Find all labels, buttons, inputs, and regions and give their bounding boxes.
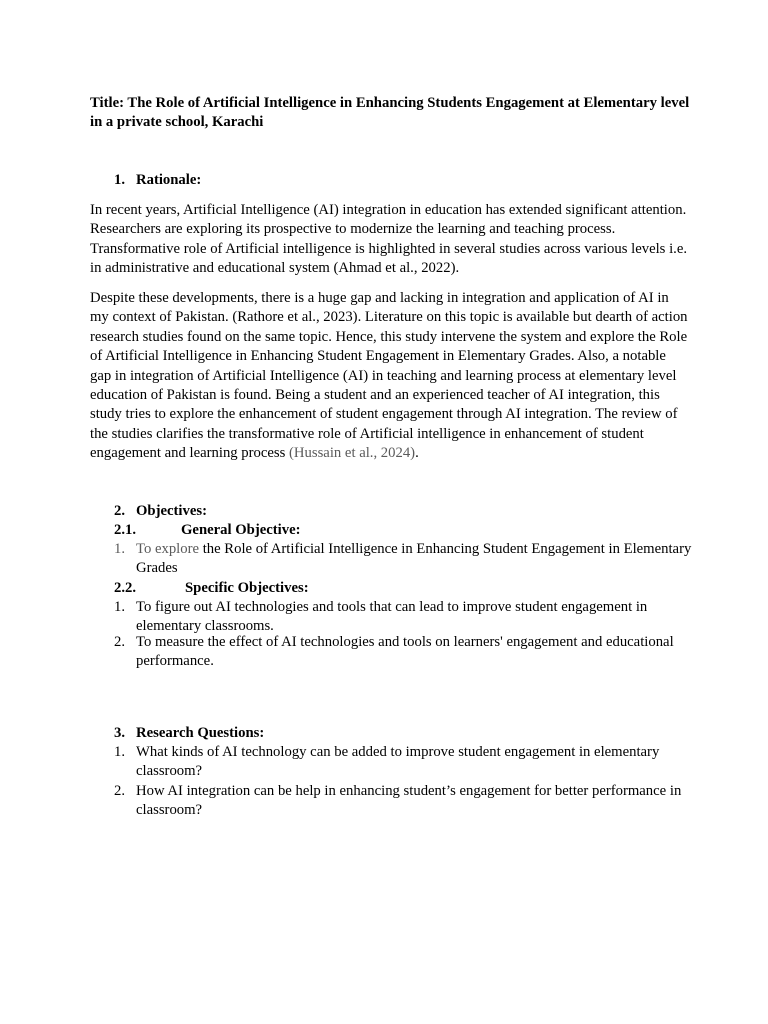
- subsection-number: 2.2.: [114, 580, 137, 596]
- item-number: 2.: [114, 634, 126, 650]
- item-number: 1.: [114, 599, 126, 615]
- section-number: 1.: [114, 172, 126, 188]
- research-questions-heading: [114, 724, 264, 743]
- section-number: 3.: [114, 725, 126, 741]
- subsection-number: 2.1.: [114, 522, 137, 538]
- item-number: 1.: [114, 744, 126, 760]
- rationale-paragraph-2: [90, 289, 690, 464]
- section-title: Objectives:: [136, 503, 207, 519]
- document-title: Title: The Role of Artificial Intelligence in Enhancing Students Engagement at Elementary level in a private school, Karachi: [90, 95, 690, 131]
- section-title: Rationale:: [136, 172, 202, 188]
- specific-objective-item: [114, 633, 694, 672]
- item-number: 1.: [114, 541, 126, 557]
- specific-objective-item: [114, 598, 694, 637]
- item-number: 2.: [114, 783, 126, 799]
- research-question-item: [114, 743, 694, 782]
- specific-objectives-heading: [114, 579, 309, 598]
- rationale-heading: [114, 171, 201, 190]
- item-lead: To explore: [136, 541, 200, 557]
- paragraph-end: .: [415, 445, 419, 462]
- section-number: 2.: [114, 503, 126, 519]
- item-text: [136, 540, 694, 579]
- rationale-paragraph-1: In recent years, Artificial Intelligence (AI) integration in education has extended significant attention. Researchers are exploring its prospective to modernize the learning and teaching process. Transformative role of Artificial intelligence is highlighted in several studies across various levels i.e. in administrative and educational system (Ahmad et al., 2022).: [90, 202, 688, 277]
- general-objective-item: [114, 540, 694, 579]
- general-objective-heading: [114, 521, 301, 540]
- item-rest: the Role of Artificial Intelligence in Enhancing Student Engagement in Elementary Grades: [136, 541, 692, 577]
- section-title: Research Questions:: [136, 725, 265, 741]
- item-text: What kinds of AI technology can be added to improve student engagement in elementary classroom?: [136, 744, 660, 780]
- subsection-title: General Objective:: [181, 522, 301, 538]
- paragraph-text: Despite these developments, there is a huge gap and lacking in integration and application of AI in my context of Pakistan. (Rathore et al., 2023). Literature on this topic is available but dearth of action research studies found on the same topic. Hence, this study intervene the system and explore the Role of Artificial Intelligence in Enhancing Student Engagement in Elementary Grades. Also, a notable gap in integration of Artificial Intelligence (AI) in teaching and learning process at elementary level education of Pakistan is found. Being a student and an experienced teacher of AI integration, this study tries to explore the enhancement of student engagement through AI integration. The review of the studies clarifies the transformative role of Artificial intelligence in enhancement of student engagement and learning process: [90, 290, 688, 462]
- subsection-title: Specific Objectives:: [185, 580, 309, 596]
- item-text: To figure out AI technologies and tools that can lead to improve student engagement in elementary classrooms.: [136, 599, 648, 635]
- research-question-item: [114, 782, 694, 821]
- citation: (Hussain et al., 2024): [289, 445, 416, 462]
- item-text: How AI integration can be help in enhancing student’s engagement for better performance in classroom?: [136, 783, 682, 819]
- item-text: To measure the effect of AI technologies and tools on learners' engagement and educational performance.: [136, 634, 674, 670]
- objectives-heading: [114, 502, 207, 521]
